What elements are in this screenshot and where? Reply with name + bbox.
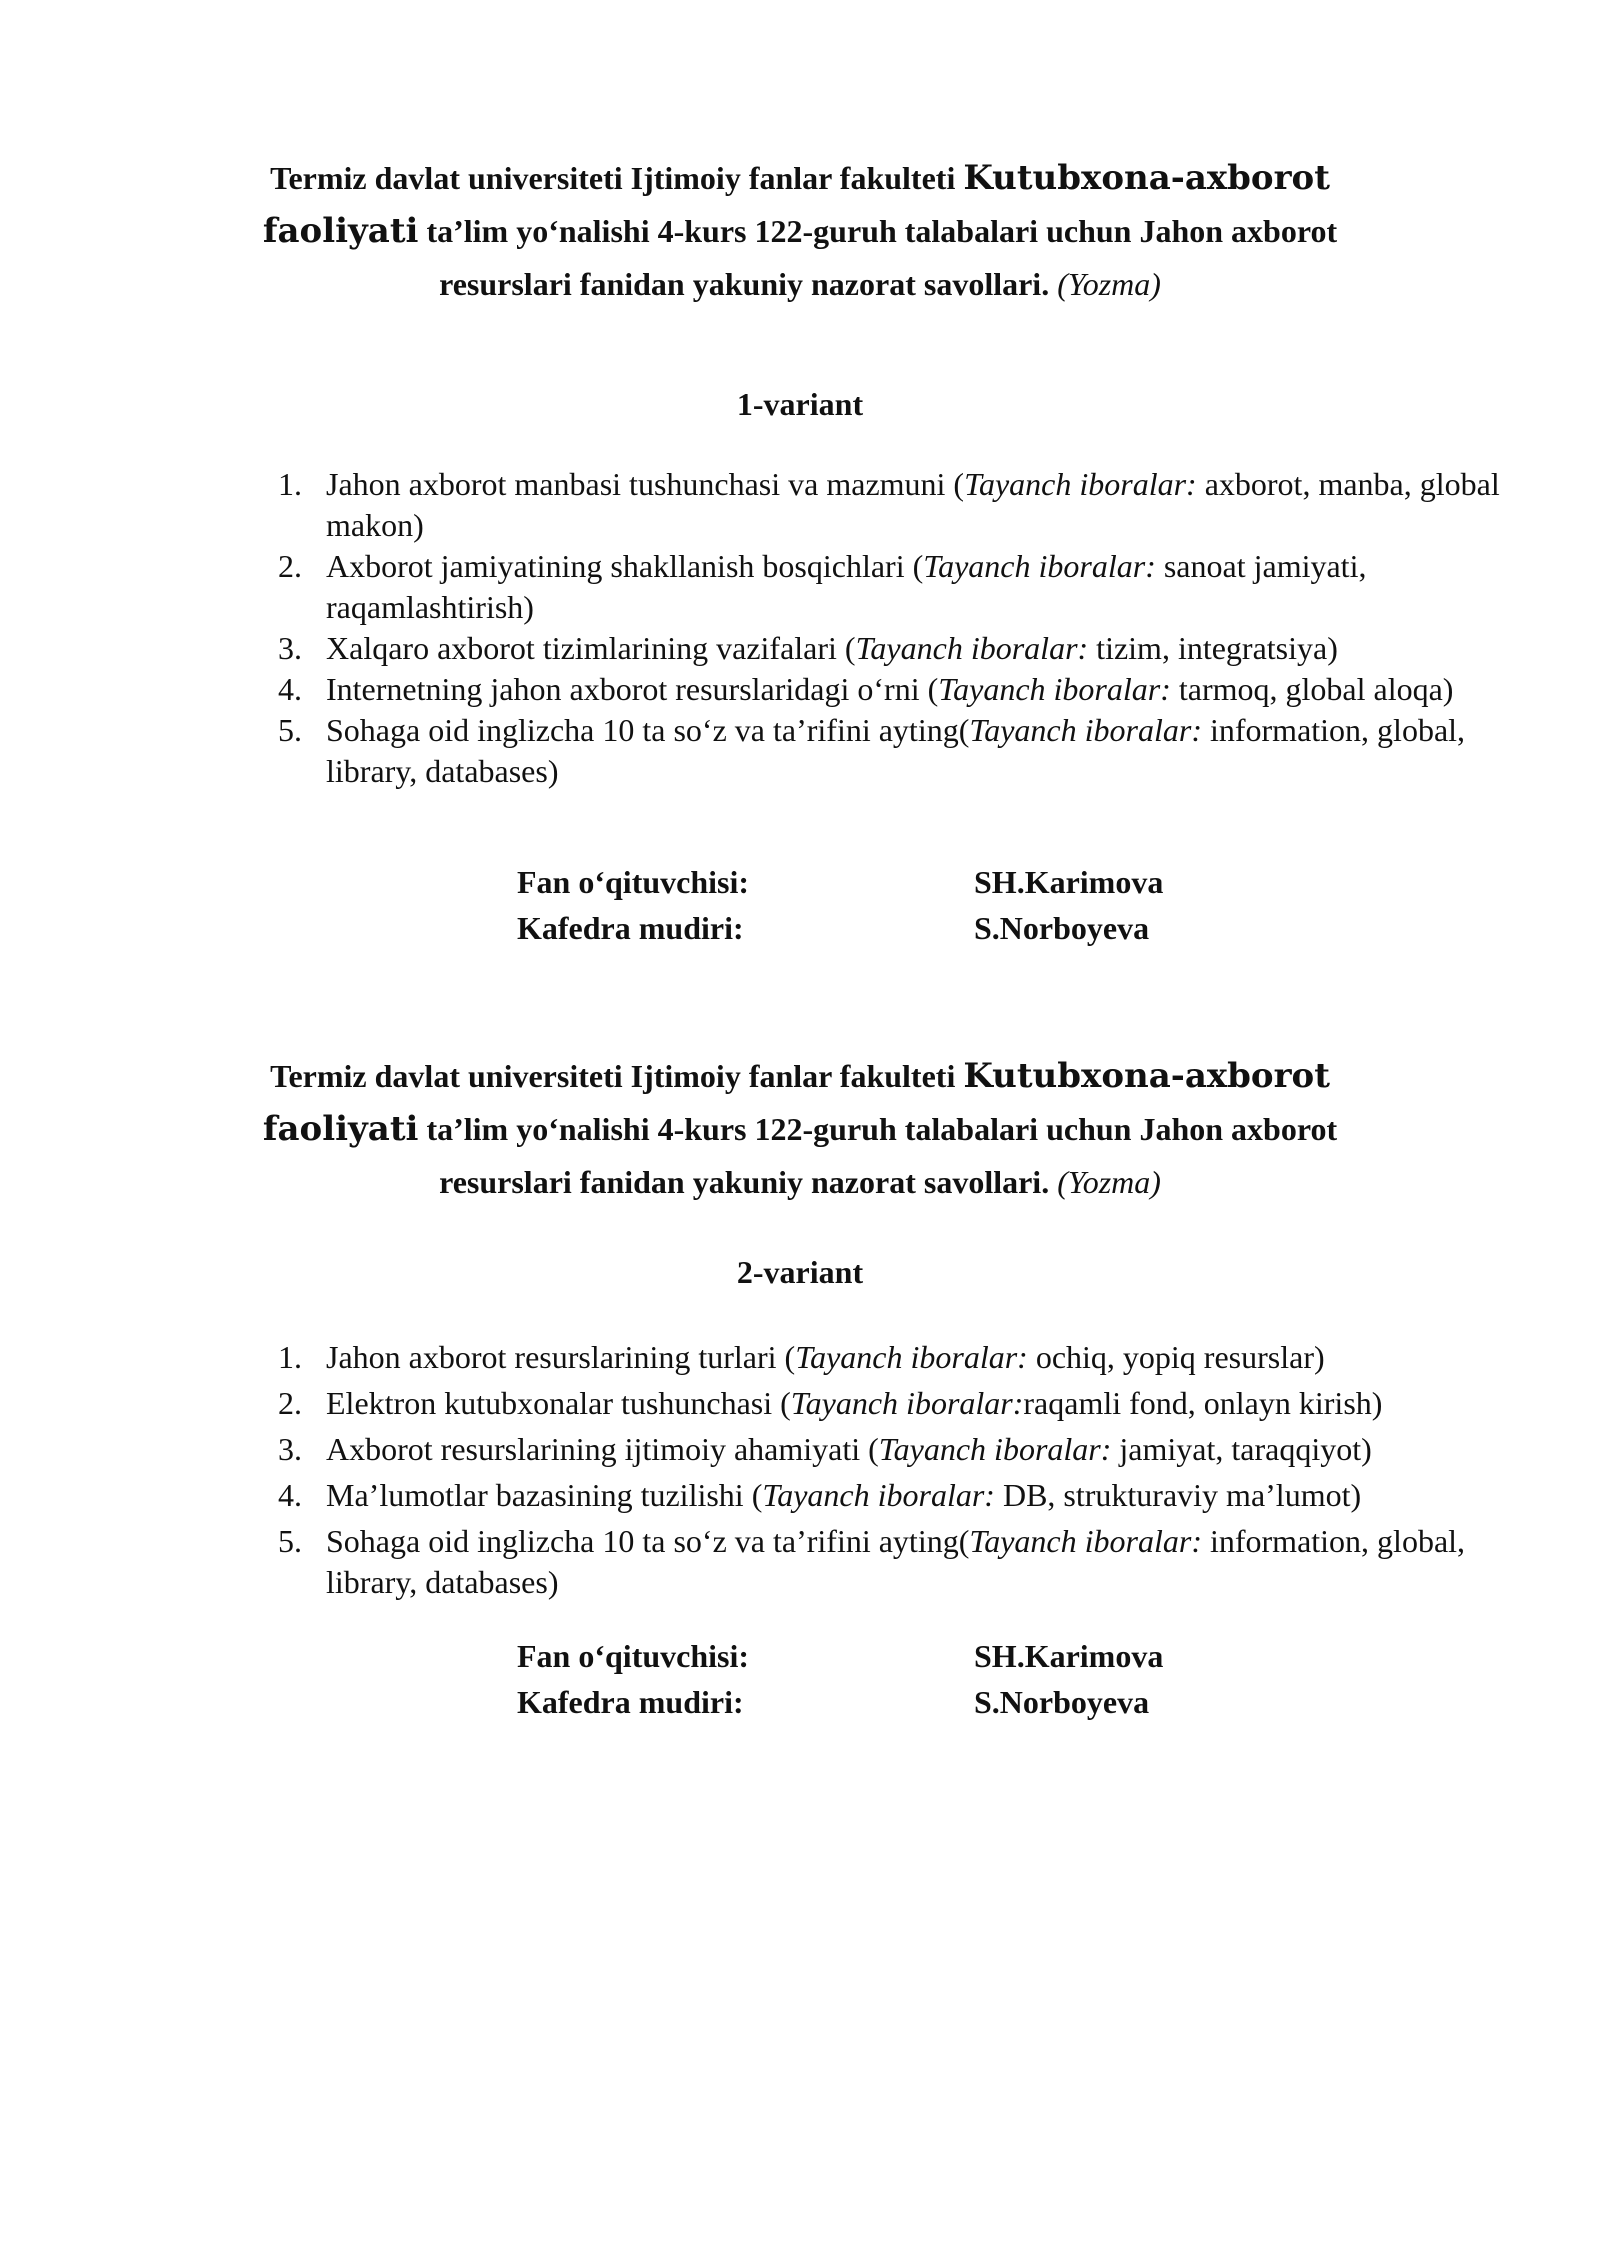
keywords-label: Tayanch iboralar:: [969, 712, 1202, 748]
exam-header: [210, 152, 1390, 311]
question-item: [278, 1383, 1528, 1424]
question-text: Sohaga oid inglizcha 10 ta so‘z va ta’rifini ayting(Tayanch iboralar: information, global, library, databases): [326, 712, 1466, 789]
question-number: 3.: [278, 630, 302, 666]
variant-1-title-block: [0, 386, 1600, 423]
question-item: [278, 546, 1528, 628]
question-number: 4.: [278, 1477, 302, 1513]
question-number: 5.: [278, 1523, 302, 1559]
keywords-label: Tayanch iboralar:: [938, 671, 1171, 707]
question-item: [278, 1429, 1528, 1470]
variant-2-header: [0, 1050, 1600, 1209]
keywords-label: Tayanch iboralar:: [762, 1477, 995, 1513]
variant-1-signatures: [0, 864, 1600, 956]
question-text: Xalqaro axborot tizimlarining vazifalari (Tayanch iboralar: tizim, integratsiya): [326, 630, 1338, 666]
question-item: [278, 1337, 1528, 1378]
question-item: [278, 1521, 1528, 1603]
exam-header: [210, 1050, 1390, 1209]
keywords-label: Tayanch iboralar:: [969, 1523, 1202, 1559]
signature-row: [0, 1684, 1600, 1730]
question-text: Elektron kutubxonalar tushunchasi (Tayanch iboralar:raqamli fond, onlayn kirish): [326, 1385, 1383, 1421]
teacher-label: Fan o‘qituvchisi:: [517, 864, 750, 900]
question-number: 5.: [278, 712, 302, 748]
signature-row: [0, 910, 1600, 956]
variant-2-questions: [278, 1337, 1528, 1603]
question-text: Ma’lumotlar bazasining tuzilishi (Tayanch iboralar: DB, strukturaviy ma’lumot): [326, 1477, 1362, 1513]
keywords-label: Tayanch iboralar:: [964, 466, 1197, 502]
signature-row: [0, 864, 1600, 910]
question-text: Internetning jahon axborot resurslaridagi o‘rni (Tayanch iboralar: tarmoq, global aloqa): [326, 671, 1454, 707]
keywords-label: Tayanch iboralar:: [878, 1431, 1112, 1467]
question-item: [278, 628, 1528, 669]
header-program-name: Kutubxona-axborot faoliyati: [262, 1056, 1330, 1149]
teacher-name: SH.Karimova: [974, 1638, 1164, 1674]
header-part-1: Termiz davlat universiteti Ijtimoiy fanlar fakulteti: [270, 160, 964, 196]
question-number: 3.: [278, 1431, 302, 1467]
variant-2-signatures: [0, 1638, 1600, 1730]
head-name: S.Norboyeva: [974, 910, 1150, 946]
head-name: S.Norboyeva: [974, 1684, 1150, 1720]
variant-title: 1-variant: [736, 386, 864, 422]
header-part-3: ta’lim yo‘nalishi 4-kurs 122-guruh talabalari uchun Jahon axborot resurslari fanidan yakuniy nazorat savollari.: [418, 213, 1338, 302]
header-format: (Yozma): [1057, 1164, 1161, 1200]
variant-2-title-block: [0, 1254, 1600, 1291]
variant-1-questions: [278, 464, 1528, 792]
question-text: Jahon axborot resurslarining turlari (Tayanch iboralar: ochiq, yopiq resurslar): [326, 1339, 1325, 1375]
keywords-label: Tayanch iboralar:: [790, 1385, 1024, 1421]
signature-row: [0, 1638, 1600, 1684]
keywords-label: Tayanch iboralar:: [795, 1339, 1028, 1375]
question-item: [278, 1475, 1528, 1516]
question-number: 2.: [278, 548, 302, 584]
question-number: 1.: [278, 466, 302, 502]
question-number: 2.: [278, 1385, 302, 1421]
head-label: Kafedra mudiri:: [517, 910, 744, 946]
question-item: [278, 464, 1528, 546]
question-number: 4.: [278, 671, 302, 707]
variant-title: 2-variant: [736, 1254, 864, 1290]
header-format: (Yozma): [1057, 266, 1161, 302]
header-program-name: Kutubxona-axborot faoliyati: [262, 158, 1330, 251]
question-text: Jahon axborot manbasi tushunchasi va mazmuni (Tayanch iboralar: axborot, manba, global makon): [326, 466, 1500, 543]
question-number: 1.: [278, 1339, 302, 1375]
variant-1-header: [0, 152, 1600, 311]
question-item: [278, 669, 1528, 710]
keywords-label: Tayanch iboralar:: [855, 630, 1089, 666]
teacher-label: Fan o‘qituvchisi:: [517, 1638, 750, 1674]
question-text: Sohaga oid inglizcha 10 ta so‘z va ta’rifini ayting(Tayanch iboralar: information, global, library, databases): [326, 1523, 1466, 1600]
question-item: [278, 710, 1528, 792]
header-part-3: ta’lim yo‘nalishi 4-kurs 122-guruh talabalari uchun Jahon axborot resurslari fanidan yakuniy nazorat savollari.: [418, 1111, 1338, 1200]
question-text: Axborot resurslarining ijtimoiy ahamiyati (Tayanch iboralar: jamiyat, taraqqiyot): [326, 1431, 1372, 1467]
keywords-label: Tayanch iboralar:: [923, 548, 1156, 584]
head-label: Kafedra mudiri:: [517, 1684, 744, 1720]
teacher-name: SH.Karimova: [974, 864, 1164, 900]
header-part-1: Termiz davlat universiteti Ijtimoiy fanlar fakulteti: [270, 1058, 964, 1094]
question-text: Axborot jamiyatining shakllanish bosqichlari (Tayanch iboralar: sanoat jamiyati, raqamlashtirish): [326, 548, 1367, 625]
